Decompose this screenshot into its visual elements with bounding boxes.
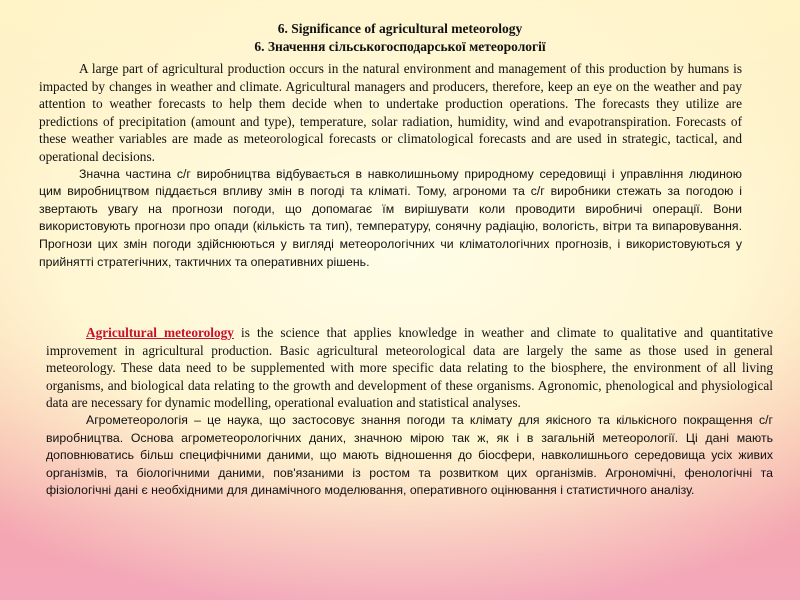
slide-heading (0, 20, 800, 56)
paragraph-ukrainian-forecasts: Значна частина с/г виробництва відбувається в навколишньому природному середовищі і управління людиною цим виробництвом піддається впливу змін в погоді та кліматі. Тому, агрономи та с/г виробники стежать за погодою і звертають увагу на прогнози погоди, що допомагає їм вирішувати коли проводити виробничі операції. Вони використовують прогнози про опади (кількість та тип), температуру, сонячну радіацію, вологість, вітри та випаровування. Прогнози цих змін погоди здійснюються у вигляді метеорологічних чи кліматологічних прогнозів, і використовуються у прийнятті стратегічних, тактичних та оперативних рішень. (39, 166, 742, 269)
paragraph-english-definition (46, 324, 773, 412)
term-agricultural-meteorology[interactable]: Agricultural meteorology (86, 325, 234, 340)
title-ukrainian: 6. Значення сільськогосподарської метеорології (254, 39, 546, 54)
definition-text: is the science that applies knowledge in weather and climate to qualitative and quantitative improvement in agricultural production. Basic agricultural meteorological data are largely the same as those used in general meteorology. These data need to be supplemented with more specific data relating to the biosphere, the environment of all living organisms, and biological data relating to the growth and development of these organisms. Agronomic, phenological and physiological data are necessary for dynamic modelling, operational evaluation and statistical analyses. (46, 325, 773, 411)
definition-section (46, 324, 773, 500)
forecasts-section (39, 60, 742, 271)
paragraph-ukrainian-definition: Агрометеорологія – це наука, що застосовує знання погоди та клімату для якісного та кількісного покращення с/г виробництва. Основа агрометеорологічних даних, значною мірою так ж, як і в загальній метеорології. Ці дані мають доповнюватись більш специфічними даними, що мають відношення до біосфери, навколишнього середовища усіх живих організмів, та біологічними даними, пов'язаними із ростом та розвитком цих організмів. Агрономічні, фенологічні та фізіологічні дані є необхідними для динамічного моделювання, оперативного оцінювання і статистичного аналізу. (46, 412, 773, 498)
title-english: 6. Significance of agricultural meteorology (277, 21, 523, 36)
paragraph-english-forecasts: A large part of agricultural production occurs in the natural environment and management of this production by humans is impacted by changes in weather and climate. Agricultural managers and producers, therefore, keep an eye on the weather and pay attention to weather forecasts to help them decide when to undertake production operations. The forecasts they utilize are predictions of precipitation (amount and type), temperature, solar radiation, humidity, wind and evapotranspiration. Forecasts of these weather variables are made as meteorological forecasts or climatological forecasts and are used in strategic, tactical, and operational decisions. (39, 61, 742, 164)
